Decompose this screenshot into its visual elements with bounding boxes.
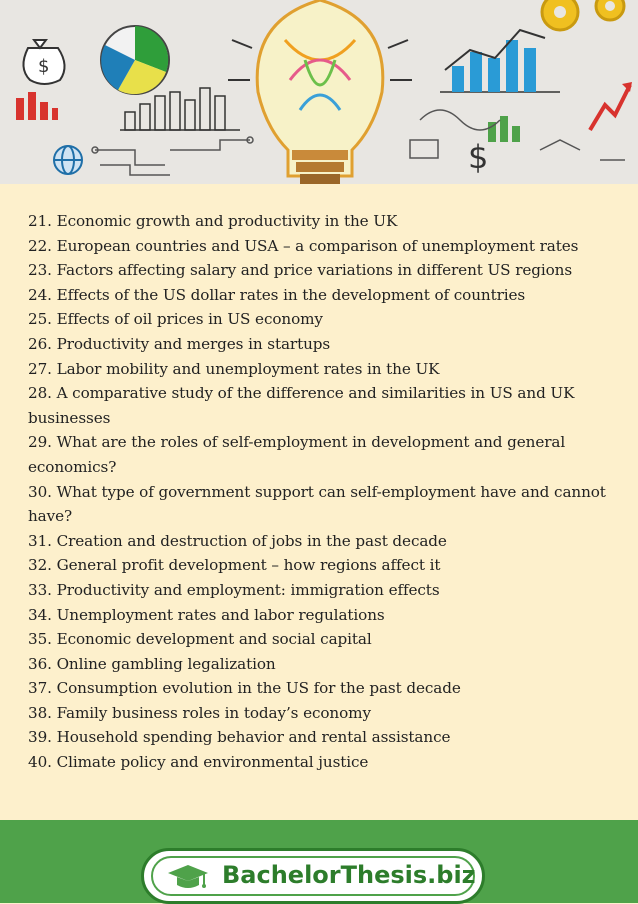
topic-item: 37. Consumption evolution in the US for the past decade <box>28 679 461 698</box>
footer-banner <box>0 820 638 903</box>
topic-item: 32. General profit development – how regions affect it <box>28 556 441 575</box>
topic-item: 23. Factors affecting salary and price variations in different US regions <box>28 261 573 280</box>
pie-chart-icon <box>101 26 169 94</box>
graduation-cap-icon <box>166 861 210 893</box>
topic-item: 28. A comparative study of the difference and similarities in US and UK businesses <box>28 384 575 427</box>
topic-item: 27. Labor mobility and unemployment rates in the UK <box>28 359 440 378</box>
svg-text:$: $ <box>468 138 489 176</box>
brand-name: BachelorThesis.biz <box>222 861 476 889</box>
topic-item: 26. Productivity and merges in startups <box>28 334 331 353</box>
topic-item: 24. Effects of the US dollar rates in the development of countries <box>28 285 526 304</box>
topic-item: 21. Economic growth and productivity in the UK <box>28 212 398 230</box>
globe-icon <box>54 146 82 174</box>
svg-text:$: $ <box>38 56 50 77</box>
topic-item: 36. Online gambling legalization <box>28 654 276 673</box>
hero-illustration <box>0 0 638 184</box>
topic-item: 39. Household spending behavior and rental assistance <box>28 728 451 747</box>
dollar-sign-icon <box>468 138 488 176</box>
topic-item: 31. Creation and destruction of jobs in the past decade <box>28 531 447 550</box>
topic-item: 30. What type of government support can self-employment have and cannot have? <box>28 482 606 526</box>
topics-section <box>0 184 638 820</box>
topic-item: 22. European countries and USA – a comparison of unemployment rates <box>28 236 579 255</box>
economy-sketch-illustration <box>0 0 638 184</box>
topic-item: 25. Effects of oil prices in US economy <box>28 310 323 329</box>
topic-item: 34. Unemployment rates and labor regulations <box>28 605 385 624</box>
topics-list <box>28 209 618 775</box>
topic-item: 38. Family business roles in today’s economy <box>28 703 371 722</box>
topic-item: 33. Productivity and employment: immigration effects <box>28 580 440 599</box>
topic-item: 29. What are the roles of self-employment in development and general economics? <box>28 433 566 476</box>
brand-badge[interactable] <box>141 848 485 904</box>
topic-item: 40. Climate policy and environmental justice <box>28 753 369 772</box>
topic-item: 35. Economic development and social capital <box>28 630 372 649</box>
